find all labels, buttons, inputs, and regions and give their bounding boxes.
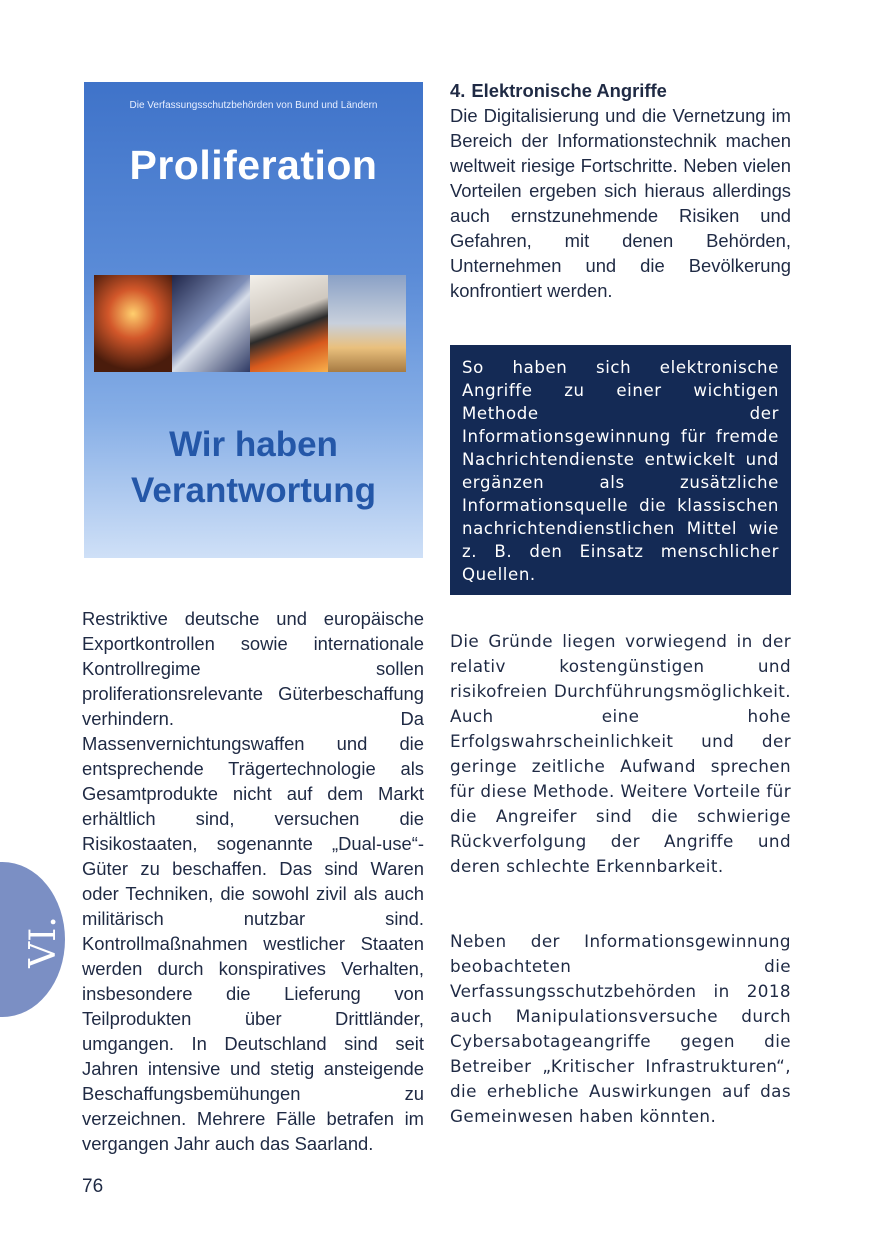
photo-rocket-launch bbox=[328, 275, 406, 372]
section-title: Elektronische Angriffe bbox=[471, 80, 667, 101]
photo-lab-flask bbox=[250, 275, 328, 372]
cover-slogan bbox=[84, 422, 423, 514]
cover-slogan-line-1: Wir haben bbox=[169, 425, 338, 464]
section-paragraph-3: Neben der Informationsgewinnung beobachteten die Verfassungsschutzbehörden in 2018 auch Manipulationsversuche durch Cybersabotageangriffe gegen die Betreiber „Kritischer Infrastrukturen“, die erhebliche Auswirkungen auf das Gemeinwesen haben könnten. bbox=[450, 931, 791, 1126]
left-column-text: Restriktive deutsche und europäische Exportkontrollen sowie internationale Kontrollregime sollen proliferationsrelevante Güterbeschaffung verhindern. Da Massenvernichtungswaffen und die entsprechende Trägertechnologie als Gesamtprodukte nicht auf dem Markt erhältlich sind, versuchen die Risikostaaten, sogenannte „Dual-use“-Güter zu beschaffen. Das sind Waren oder Techniken, die sowohl zivil als auch militärisch nutzbar sind. Kontrollmaßnahmen westlicher Staaten werden durch konspiratives Verhalten, insbesondere die Lieferung von Teilprodukten über Drittländer, umgangen. In Deutschland sind seit Jahren intensive und stetig ansteigende Beschaffungsbemühungen zu verzeichnen. Mehrere Fälle betrafen im vergangen Jahr auch das Saarland. bbox=[82, 608, 424, 1154]
section-paragraph-2: Die Gründe liegen vorwiegend in der relativ kostengünstigen und risikofreien Durchführungsmöglichkeit. Auch eine hohe Erfolgswahrscheinlichkeit und der geringe zeitliche Aufwand sprechen für diese Methode. Weitere Vorteile für die Angreifer sind die schwierige Rückverfolgung der Angriffe und deren schlechte Erkennbarkeit. bbox=[450, 631, 791, 876]
cover-slogan-line-2: Verantwortung bbox=[130, 471, 377, 510]
cover-subtitle: Die Verfassungsschutzbehörden von Bund und Ländern bbox=[129, 100, 378, 111]
page-number: 76 bbox=[82, 1176, 104, 1197]
callout-box: So haben sich elektronische Angriffe zu einer wichtigen Methode der Informationsgewinnung für fremde Nachrichtendienste entwickelt und ergänzen als zusätzliche Informationsquelle die klassischen nachrichtendienstlichen Mittel wie z. B. den Einsatz menschlicher Quellen. bbox=[450, 345, 791, 595]
photo-protective-suit bbox=[172, 275, 250, 372]
section-block bbox=[450, 78, 791, 303]
section-heading bbox=[450, 78, 791, 103]
chapter-tab-label: VI. bbox=[23, 916, 64, 968]
photo-explosion bbox=[94, 275, 172, 372]
cover-title: Proliferation bbox=[129, 142, 378, 188]
section-number: 4. bbox=[450, 80, 466, 101]
cover-image-proliferation bbox=[84, 82, 423, 558]
section-intro: Die Digitalisierung und die Vernetzung im Bereich der Informationstechnik machen weltweit riesige Fortschritte. Neben vielen Vorteilen ergeben sich hieraus allerdings auch ernstzunehmende Risiken und Gefahren, mit denen Behörden, Unternehmen und die Bevölkerung konfrontiert werden. bbox=[450, 105, 791, 301]
